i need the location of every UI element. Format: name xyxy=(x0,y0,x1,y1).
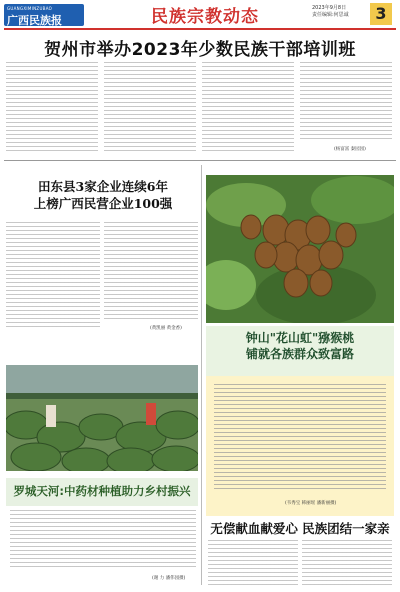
page-number: 3 xyxy=(370,3,392,25)
header-rule xyxy=(4,28,396,30)
blood-donation-body-col1 xyxy=(208,540,298,588)
tiandong-body-col2 xyxy=(104,222,198,322)
tiandong-headline-line2: 上榜广西民营企业100强 xyxy=(33,196,173,211)
hezhou-body-col4 xyxy=(300,62,392,142)
editor-line: 责任编辑:何思诚 xyxy=(312,12,349,18)
kiwi-photo xyxy=(206,175,394,323)
luoyue-credit: (谢 力 潘伟园摄) xyxy=(152,576,186,581)
logo-pinyin: GUANGXIMINZUBAO xyxy=(7,6,53,11)
hezhou-body-col2 xyxy=(104,62,196,154)
tiandong-headline xyxy=(8,178,198,212)
hezhou-credit: (杨富富 秦园园) xyxy=(334,147,366,152)
issue-date: 2023年9月8日 xyxy=(312,5,347,11)
tiandong-credit: (黄凯丽 黄金香) xyxy=(150,326,182,331)
luoyue-headline: 罗城天河:中药材种植助力乡村振兴 xyxy=(13,484,191,498)
blood-donation-headline: 无偿献血献爱心 民族团结一家亲 xyxy=(210,521,390,536)
section-title: 民族宗教动态 xyxy=(151,7,259,27)
column-divider xyxy=(201,165,202,585)
farm-illustration xyxy=(6,365,198,471)
tiandong-body-col1 xyxy=(6,222,100,330)
farm-photo xyxy=(6,365,198,471)
hezhou-body-col3 xyxy=(202,62,294,154)
kiwi-headline-line2: 铺就各族群众致富路 xyxy=(245,347,354,361)
divider xyxy=(4,160,396,161)
luoyue-body xyxy=(10,510,196,570)
lead-headline: 贺州市举办2023年少数民族干部培训班 xyxy=(44,40,356,60)
tiandong-headline-line1: 田东县3家企业连续6年 xyxy=(38,179,168,194)
kiwi-headline-line1: 钟山"花山虹"猕猴桃 xyxy=(245,331,355,345)
blood-donation-body-col2 xyxy=(302,540,392,588)
kiwi-illustration xyxy=(206,175,394,323)
kiwi-credit: (韦秀宝 韩丽瑶 潘新丽摄) xyxy=(285,501,337,506)
hezhou-body-col1 xyxy=(6,62,98,154)
issue-info xyxy=(312,5,349,19)
logo-name: 广西民族报 xyxy=(7,14,62,27)
kiwi-body xyxy=(214,384,386,490)
kiwi-headline xyxy=(206,330,394,362)
newspaper-logo xyxy=(4,4,84,26)
